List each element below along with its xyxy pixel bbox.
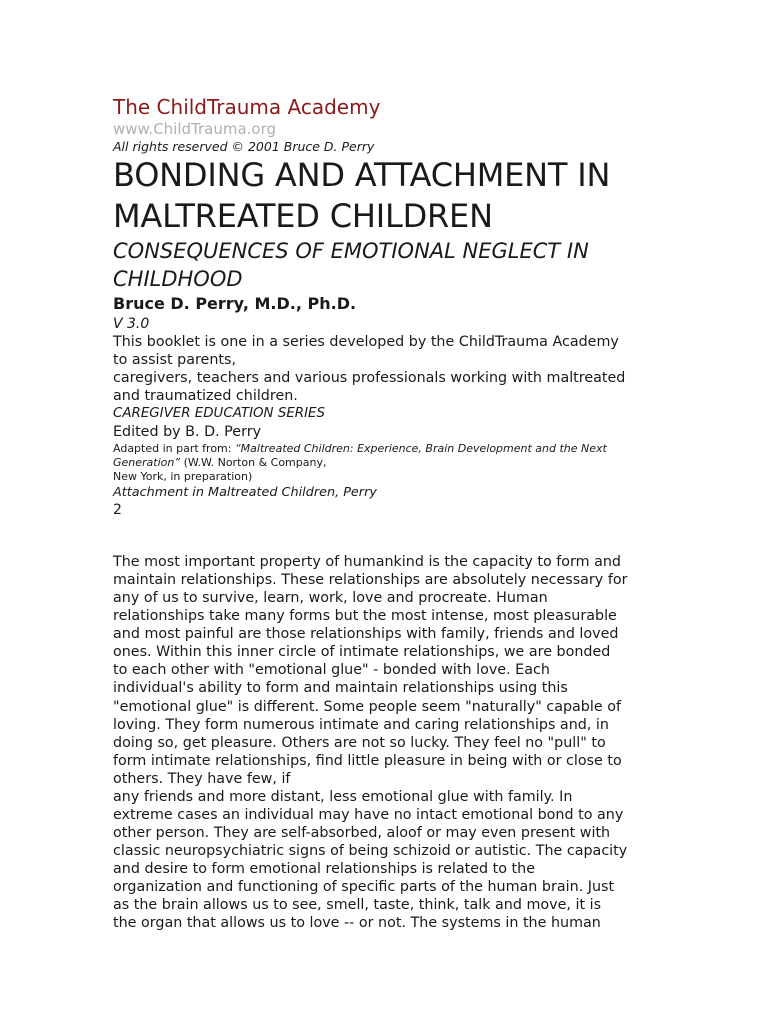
edited-by: Edited by B. D. Perry: [113, 424, 262, 440]
document-title: [113, 155, 658, 237]
academy-name: The ChildTrauma Academy: [113, 95, 381, 119]
body-line: doing so, get pleasure. Others are not so lucky. They feel no "pull" to: [113, 734, 606, 751]
body-line: to each other with "emotional glue" - bonded with love. Each: [113, 662, 550, 679]
running-header: Attachment in Maltreated Children, Perry: [113, 485, 377, 500]
page-number: 2: [113, 502, 122, 518]
author: Bruce D. Perry, M.D., Ph.D.: [113, 294, 357, 313]
document-page: [113, 94, 658, 932]
body-line: other person. They are self-absorbed, aloof or may even present with: [113, 824, 611, 841]
adapted-work-title-b: Generation”: [113, 456, 181, 469]
body-line: loving. They form numerous intimate and caring relationships and, in: [113, 716, 609, 733]
paragraph-1: [113, 553, 658, 932]
intro-line-2: to assist parents,: [113, 352, 236, 368]
body-line: any of us to survive, learn, work, love and procreate. Human: [113, 590, 548, 607]
version: V 3.0: [113, 316, 150, 332]
body-line: classic neuropsychiatric signs of being schizoid or autistic. The capacity: [113, 843, 628, 859]
body-line: "emotional glue" is different. Some people seem "naturally" capable of: [113, 698, 621, 715]
body-line: individual's ability to form and maintain relationships using this: [113, 680, 568, 697]
subtitle-line-1: CONSEQUENCES OF EMOTIONAL NEGLECT IN: [113, 239, 589, 263]
body-line: any friends and more distant, less emotional glue with family. In: [113, 788, 573, 805]
adapted-note: [113, 442, 658, 484]
adapted-work-title-a: “Maltreated Children: Experience, Brain Development and the Next: [234, 442, 607, 455]
body-line: organization and functioning of specific parts of the human brain. Just: [113, 879, 615, 896]
subtitle-line-2: CHILDHOOD: [113, 267, 243, 291]
body-line: and most painful are those relationships with family, friends and loved: [113, 626, 619, 643]
intro-line-4: and traumatized children.: [113, 388, 298, 404]
academy-url: www.ChildTrauma.org: [113, 120, 277, 138]
intro-line-1: This booklet is one in a series developed by the ChildTrauma Academy: [113, 334, 619, 350]
title-line-2: MALTREATED CHILDREN: [113, 197, 493, 235]
body-line: and desire to form emotional relationships is related to the: [113, 861, 536, 878]
intro-text: [113, 333, 658, 405]
body-line: form intimate relationships, find little pleasure in being with or close to: [113, 752, 622, 769]
title-line-1: BONDING AND ATTACHMENT IN: [113, 156, 611, 194]
copyright-notice: All rights reserved © 2001 Bruce D. Perry: [113, 139, 375, 154]
body-line: maintain relationships. These relationships are absolutely necessary for: [113, 572, 628, 589]
body-line: the organ that allows us to love -- or not. The systems in the human: [113, 915, 601, 932]
adapted-location: New York, in preparation): [113, 470, 253, 483]
document-subtitle: [113, 237, 658, 293]
body-line: relationships take many forms but the most intense, most pleasurable: [113, 608, 617, 625]
body-line: ones. Within this inner circle of intimate relationships, we are bonded: [113, 644, 611, 661]
adapted-prefix: Adapted in part from:: [113, 442, 235, 455]
series-name: CAREGIVER EDUCATION SERIES: [113, 406, 326, 421]
body-line: others. They have few, if: [113, 770, 291, 787]
intro-line-3: caregivers, teachers and various professionals working with maltreated: [113, 370, 626, 386]
body-line: The most important property of humankind is the capacity to form and: [113, 554, 622, 570]
body-paragraph: [113, 553, 658, 932]
body-line: as the brain allows us to see, smell, taste, think, talk and move, it is: [113, 897, 602, 914]
body-line: extreme cases an individual may have no intact emotional bond to any: [113, 806, 624, 823]
adapted-publisher: (W.W. Norton & Company,: [180, 456, 327, 469]
